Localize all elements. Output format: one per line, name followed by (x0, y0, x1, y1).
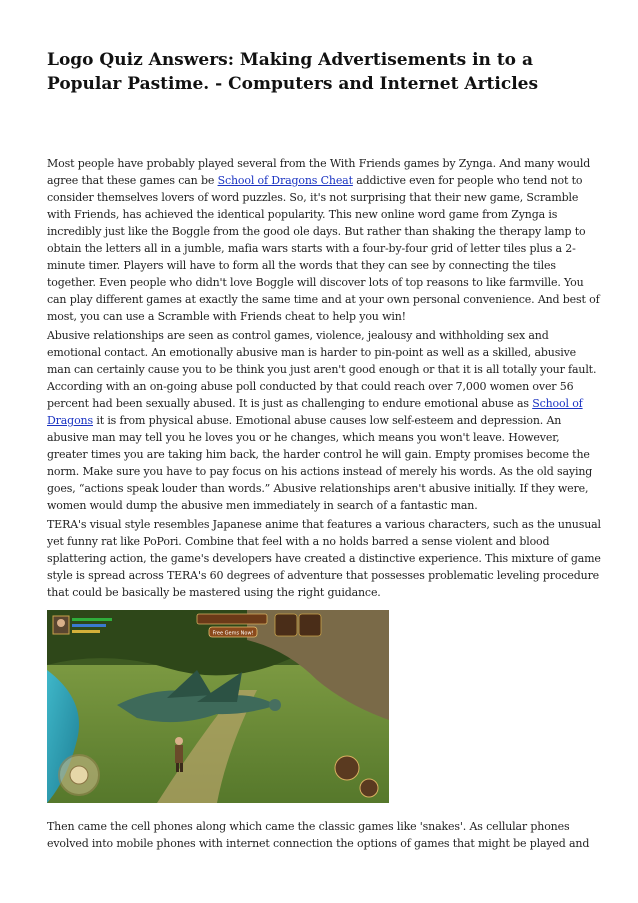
health-bar (72, 618, 112, 621)
paragraph-2-text-a: Abusive relationships are seen as control games, violence, jealousy and withholding sex and emotional contact. An emotionally abusive man is harder to pin-point as well as a skilled, abusive man can certainly cause you to be think you just aren't good enough or that it is all totally your fault. According with an on-going abuse poll conducted by that could reach over 7,000 women over 56 percent had been sexually abused. It is just as challenging to endure emotional abuse as (47, 329, 597, 410)
free-gems-label: Free Gems Now! (212, 630, 254, 637)
menu-icon[interactable] (299, 614, 321, 636)
xp-bar (72, 630, 100, 633)
school-of-dragons-link[interactable]: School of Dragons (47, 397, 583, 427)
paragraph-1 (47, 155, 602, 325)
paragraph-2 (47, 327, 602, 514)
paragraph-1-text-a: Most people have probably played several from the With Friends games by Zynga. And many would agree that these games can be (47, 157, 591, 187)
school-of-dragons-cheat-link[interactable]: School of Dragons Cheat (217, 174, 353, 187)
free-gems-button[interactable] (209, 627, 257, 637)
game-screenshot (47, 610, 389, 803)
secondary-action-button[interactable] (360, 779, 378, 797)
action-button[interactable] (335, 756, 359, 780)
map-icon[interactable] (275, 614, 297, 636)
energy-bar (72, 624, 106, 627)
joystick-icon[interactable] (59, 755, 99, 795)
player-character (175, 737, 183, 772)
paragraph-1-text-b: addictive even for people who tend not to consider themselves lovers of word puzzles. So, it's not surprising that their new game, Scramble with Friends, has achieved the identical popularity. This new online word game from Zynga is incredibly just like the Boggle from the good ole days. But rather than shaking the therapy lamp to obtain the letters all in a jumble, mafia wars starts with a four-by-four grid of letter tiles plus a 2-minute timer. Players will have to form all the words that they can see by connecting the tiles together. Even people who didn't love Boggle will discover lots of top reasons to like farmville. You can play different games at exactly the same time and at your own personal convenience. And best of most, you can use a Scramble with Friends cheat to help you win! (47, 174, 600, 323)
article-title: Logo Quiz Answers: Making Advertisements in to a Popular Pastime. - Computers and Internet Articles (47, 50, 539, 94)
currency-bar (197, 614, 267, 624)
paragraph-3: TERA's visual style resembles Japanese anime that features a various characters, such as the unusual yet funny rat like PoPori. Combine that feel with a no holds barred a sense violent and blood splattering action, the game's developers have created a distinctive experience. This mixture of game style is spread across TERA's 60 degrees of adventure that possesses problematic leveling procedure that could be basically be mastered using the right guidance. (47, 518, 601, 599)
game-scene (47, 610, 389, 803)
avatar-icon (53, 616, 69, 634)
paragraph-4: Then came the cell phones along which came the classic games like 'snakes'. As cellular phones evolved into mobile phones with internet connection the options of games that might be played and (47, 820, 590, 850)
paragraph-2-text-b: it is from physical abuse. Emotional abuse causes low self-esteem and depression. An abusive man may tell you he loves you or he changes, which means you won't leave. However, greater times you are taking him back, the harder control he will gain. Empty promises become the norm. Make sure you have to pay focus on his actions instead of merely his words. As the old saying goes, “actions speak louder than words.” Abusive relationships aren't abusive initially. If they were, women would dump the abusive men immediately in search of a fantastic man. (47, 414, 593, 512)
